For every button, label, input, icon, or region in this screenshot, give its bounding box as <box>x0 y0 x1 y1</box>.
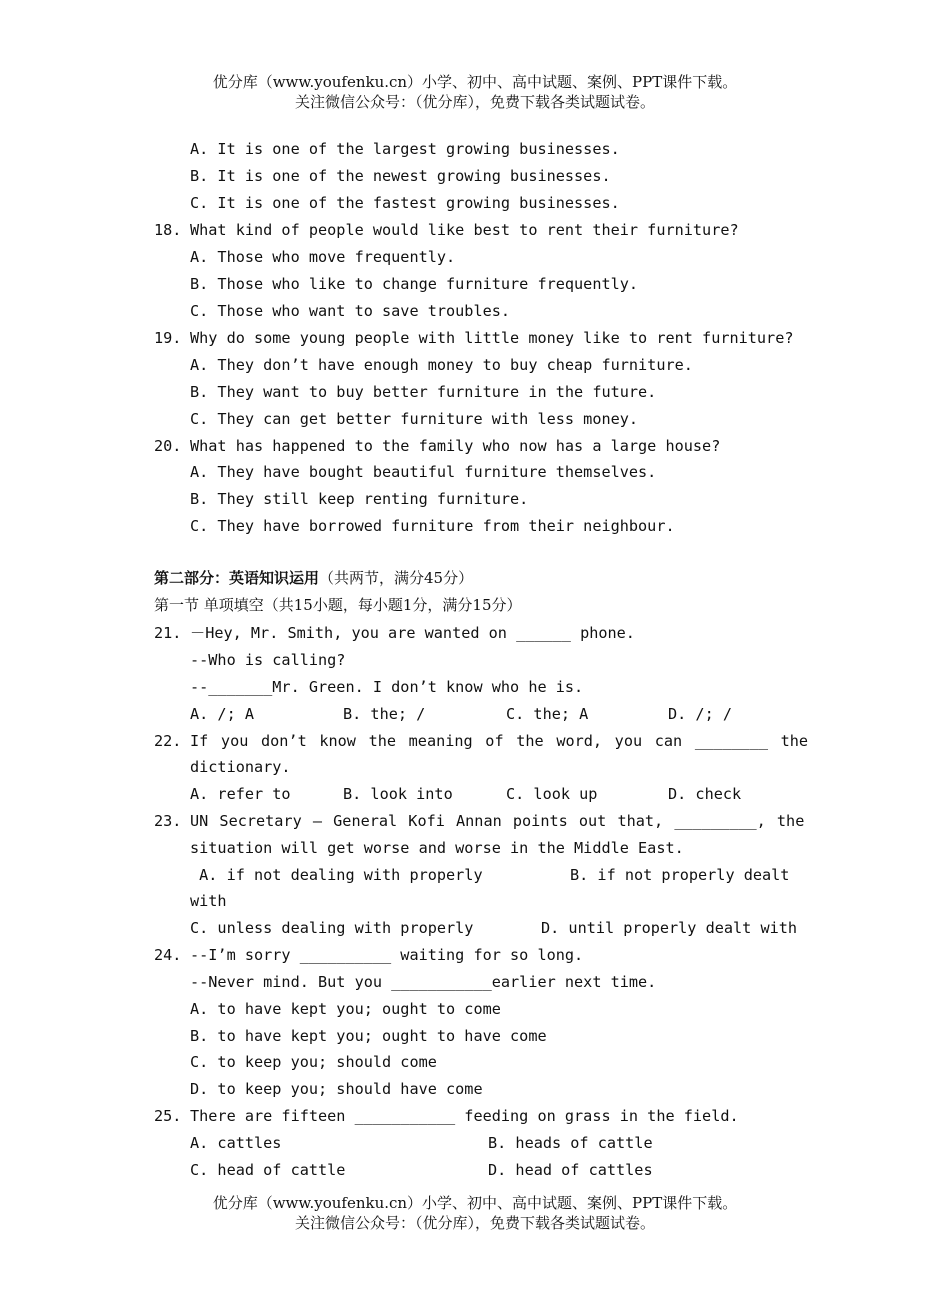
q22-option-d: D. check <box>668 785 742 803</box>
q21-option-b: B. the; / <box>343 705 426 723</box>
q17-option-c: C. It is one of the fastest growing businesses. <box>190 194 620 212</box>
q20-option-c: C. They have borrowed furniture from their neighbour. <box>190 517 675 535</box>
q24-option-b: B. to have kept you; ought to have come <box>190 1027 547 1045</box>
page-footer <box>0 1193 950 1233</box>
q23-option-c: C. unless dealing with properly <box>190 919 474 937</box>
part2-title-bold: 第二部分：英语知识运用 <box>154 569 320 587</box>
q25-option-c: C. head of cattle <box>190 1161 346 1179</box>
q24-line-1: --I’m sorry __________ waiting for so long. <box>190 946 584 964</box>
footer-line-1: 优分库（www.youfenku.cn）小学、初中、高中试题、案例、PPT课件下载。 <box>212 1194 738 1212</box>
q24-option-d: D. to keep you; should have come <box>190 1080 483 1098</box>
q21-line-2: --Who is calling? <box>190 651 346 669</box>
q18-stem: What kind of people would like best to rent their furniture? <box>190 221 739 239</box>
q18-number: 18. <box>154 221 182 239</box>
q24-line-2: --Never mind. But you ___________earlier next time. <box>190 973 657 991</box>
q20-number: 20. <box>154 437 182 455</box>
q21-line-3: --_______Mr. Green. I don’t know who he is. <box>190 678 584 696</box>
q22-option-b: B. look into <box>343 785 453 803</box>
q23-number: 23. <box>154 812 182 830</box>
header-line-1: 优分库（www.youfenku.cn）小学、初中、高中试题、案例、PPT课件下载。 <box>212 73 738 91</box>
q19-option-a: A. They don’t have enough money to buy cheap furniture. <box>190 356 693 374</box>
q23-option-b-wrap: with <box>190 892 227 910</box>
q21-number: 21. <box>154 624 182 642</box>
part2-title <box>154 568 473 588</box>
q25-stem: There are fifteen ___________ feeding on grass in the field. <box>190 1107 739 1125</box>
q21-option-c: C. the; A <box>506 705 589 723</box>
q18-option-c: C. Those who want to save troubles. <box>190 302 511 320</box>
q23-line-1: UN Secretary – General Kofi Annan points out that, _________, the <box>190 812 805 830</box>
q23-option-d: D. until properly dealt with <box>541 919 798 937</box>
q21-option-a: A. /; A <box>190 705 255 723</box>
q24-option-c: C. to keep you; should come <box>190 1053 437 1071</box>
page-header <box>0 72 950 112</box>
q20-option-b: B. They still keep renting furniture. <box>190 490 529 508</box>
q22-option-a: A. refer to <box>190 785 291 803</box>
q20-stem: What has happened to the family who now has a large house? <box>190 437 721 455</box>
q22-line-2: dictionary. <box>190 758 291 776</box>
part2-title-rest: （共两节，满分45分） <box>319 569 474 587</box>
q22-number: 22. <box>154 732 182 750</box>
q17-option-b: B. It is one of the newest growing businesses. <box>190 167 611 185</box>
q24-number: 24. <box>154 946 182 964</box>
q22-line-1: If you don’t know the meaning of the word, you can ________ the <box>190 732 809 750</box>
q23-option-a: A. if not dealing with properly <box>190 866 483 884</box>
q19-stem: Why do some young people with little money like to rent furniture? <box>190 329 794 347</box>
q19-option-c: C. They can get better furniture with less money. <box>190 410 639 428</box>
q25-number: 25. <box>154 1107 182 1125</box>
q23-option-b: B. if not properly dealt <box>570 866 790 884</box>
q21-line-1: －Hey, Mr. Smith, you are wanted on ______ phone. <box>190 624 635 642</box>
header-line-2: 关注微信公众号：（优分库），免费下载各类试题试卷。 <box>294 93 655 111</box>
section1-title: 第一节 单项填空（共15小题，每小题1分，满分15分） <box>154 596 522 614</box>
q25-option-d: D. head of cattles <box>488 1161 653 1179</box>
q23-line-2: situation will get worse and worse in the Middle East. <box>190 839 684 857</box>
footer-line-2: 关注微信公众号：（优分库），免费下载各类试题试卷。 <box>294 1214 655 1232</box>
q25-option-b: B. heads of cattle <box>488 1134 653 1152</box>
q24-option-a: A. to have kept you; ought to come <box>190 1000 501 1018</box>
q18-option-b: B. Those who like to change furniture frequently. <box>190 275 639 293</box>
q20-option-a: A. They have bought beautiful furniture themselves. <box>190 463 657 481</box>
q19-option-b: B. They want to buy better furniture in the future. <box>190 383 657 401</box>
q21-option-d: D. /; / <box>668 705 733 723</box>
q17-option-a: A. It is one of the largest growing businesses. <box>190 140 620 158</box>
q25-option-a: A. cattles <box>190 1134 282 1152</box>
q22-option-c: C. look up <box>506 785 598 803</box>
q18-option-a: A. Those who move frequently. <box>190 248 456 266</box>
q19-number: 19. <box>154 329 182 347</box>
